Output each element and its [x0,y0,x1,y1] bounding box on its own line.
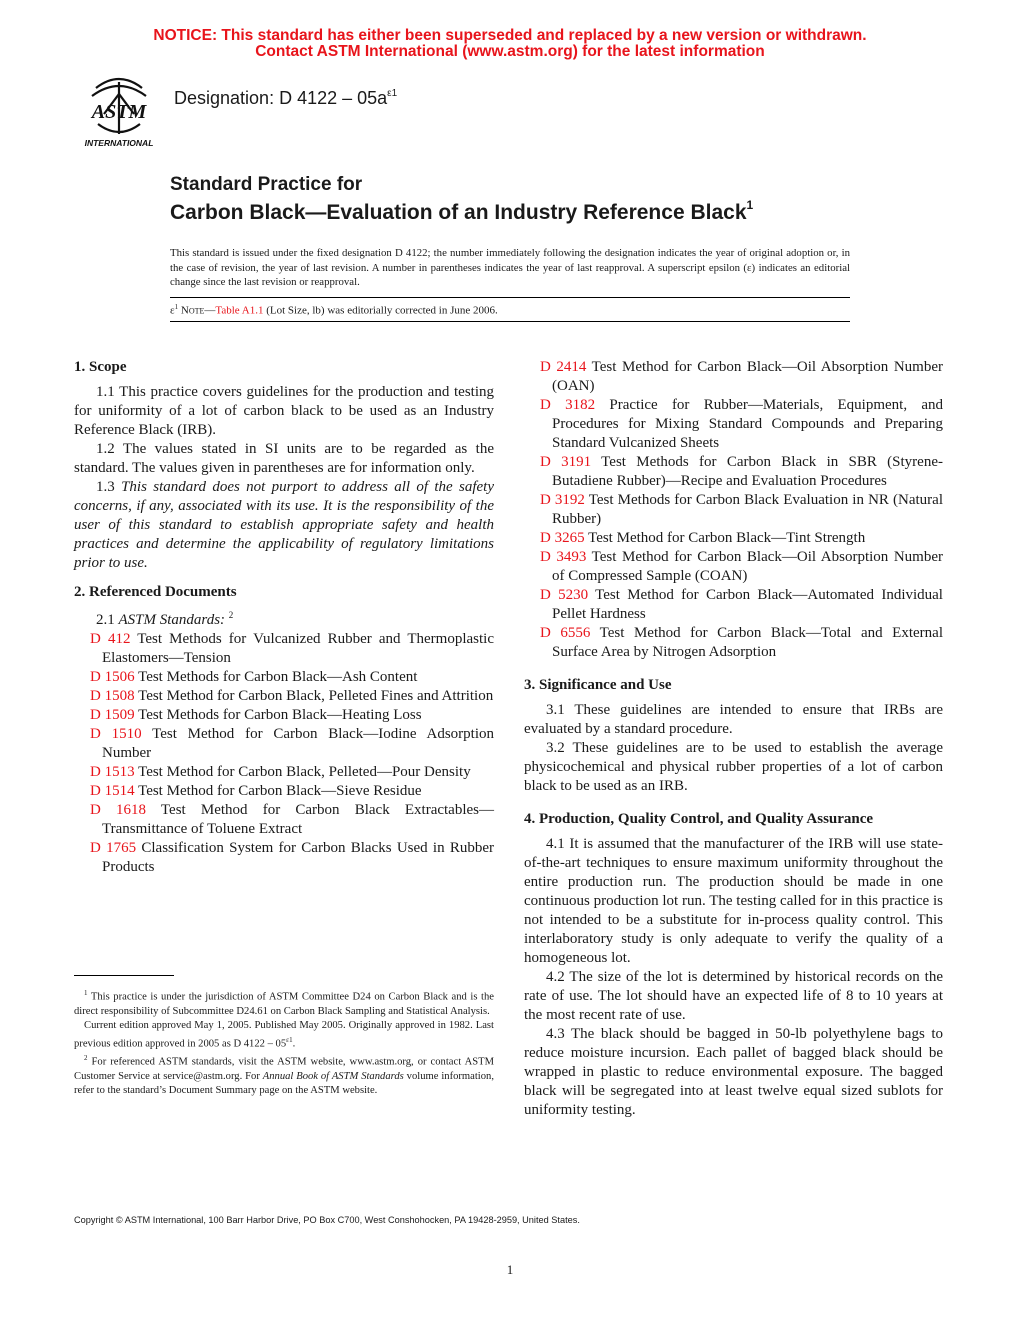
svg-text:ASTM: ASTM [91,101,147,123]
ref-item[interactable]: D 1513 Test Method for Carbon Black, Pelleted—Pour Density [90,764,471,780]
footnote-1b: Current edition approved May 1, 2005. Published May 2005. Originally approved in 1982. Last previous edition approved in 2005 as D $4122 - 05^{\varepsilon 1}$. [74,1019,494,1050]
footnote-2: $^2$ For referenced ASTM standards, visit the ASTM website, www.astm.org, or contact ASTM Customer Service at service@astm.org. For Annual Book of ASTM Standards volume information, refer to the standard’s Document Summary page on the ASTM website. [74,1054,494,1096]
significance-3-1: 3.1 These guidelines are intended to ensure that IRBs are evaluated by a standard procedure. [524,702,943,737]
ref-item[interactable]: D 1618 Test Method for Carbon Black Extractables—Transmittance of Toluene Extract [90,802,494,837]
ref-item[interactable]: D 1506 Test Methods for Carbon Black—Ash Content [90,669,418,685]
production-4-1: 4.1 It is assumed that the manufacturer of the IRB will use state-of-the-art techniques to ensure maximum uniformity throughout the entire production run. The production should be made in one continuous production lot run. The testing called for in this practice is not intended to be a substitute for in-process quality control. This interlaboratory study is only adequate to verify the quality of a homogeneous lot. [524,836,943,966]
scope-heading: 1. Scope [74,359,127,375]
ref-item[interactable]: D 1509 Test Methods for Carbon Black—Heating Loss [90,707,422,723]
ref-item[interactable]: D 1765 Classification System for Carbon Blacks Used in Rubber Products [90,840,494,875]
divider-bottom [170,321,850,322]
astm-standards-label: 2.1 ASTM Standards: $^2$ [96,610,234,628]
designation: Designation: D $4122 - 05a^{\varepsilon 1}$ [174,88,398,108]
left-column [74,358,494,877]
notice-line-1: NOTICE: This standard has either been superseded and replaced by a new version or withdrawn. [153,27,867,44]
ref-item[interactable]: D 412 Test Methods for Vulcanized Rubber and Thermoplastic Elastomers—Tension [90,631,494,666]
editorial-note: $\varepsilon^1$ Note—Table A1.1 (Lot Size, lb) was editorially corrected in June 2006. [170,303,498,317]
ref-item[interactable]: D 5230 Test Method for Carbon Black—Automated Individual Pellet Hardness [540,587,943,622]
production-4-3: 4.3 The black should be bagged in 50-lb polyethylene bags to reduce moisture incursion. Each pallet of bagged black should be wrapped in plastic to reduce environmental exposure. The bagged black will be segregated into at least twelve equal sized sublots for uniformity testing. [524,1026,943,1118]
significance-3-2: 3.2 These guidelines are to be used to establish the average physicochemical and physical rubber properties of a lot of carbon black to be used as an IRB. [524,740,943,794]
copyright: Copyright © ASTM International, 100 Barr Harbor Drive, PO Box C700, West Conshohocken, PA 19428-2959, United States. [74,1215,580,1225]
ref-item[interactable]: D 1508 Test Method for Carbon Black, Pelleted Fines and Attrition [90,688,494,704]
production-4-2: 4.2 The size of the lot is determined by historical records on the rate of use. The lot should have an expected life of 8 to 10 years at the most recent rate of use. [524,969,943,1023]
footnotes [74,986,494,1098]
ref-item[interactable]: D 6556 Test Method for Carbon Black—Total and External Surface Area by Nitrogen Adsorption [540,625,943,660]
referenced-heading: 2. Referenced Documents [74,584,237,600]
ref-item[interactable]: D 3192 Test Methods for Carbon Black Evaluation in NR (Natural Rubber) [540,492,943,527]
page-number: 1 [506,1262,514,1277]
issuance-note: This standard is issued under the fixed designation D 4122; the number immediately following the designation indicates the year of original adoption or, in the case of revision, the year of last revision. A number in parentheses indicates the year of last reapproval. A superscript epsilon (ε) indicates an editorial change since the last revision or reapproval. [170,247,850,288]
ref-item[interactable]: D 3493 Test Method for Carbon Black—Oil Absorption Number of Compressed Sample (COAN) [540,549,943,584]
footnote-1: $^1$ This practice is under the jurisdiction of ASTM Committee D24 on Carbon Black and is the direct responsibility of Subcommittee D24.61 on Carbon Black Sampling and Statistical Analysis. [74,989,494,1017]
scope-1-3: 1.3 This standard does not purport to address all of the safety concerns, if any, associated with its use. It is the responsibility of the user of this standard to establish appropriate safety and health practices and determine the applicability of regulatory limitations prior to use. [74,479,495,571]
title-line-2: Carbon Black—Evaluation of an Industry Reference Black$^1$ [170,198,754,224]
ref-item[interactable]: D 3182 Practice for Rubber—Materials, Equipment, and Procedures for Mixing Standard Compounds and Preparing Standard Vulcanized Sheets [540,397,944,451]
production-heading: 4. Production, Quality Control, and Quality Assurance [524,811,874,827]
significance-heading: 3. Significance and Use [524,677,672,693]
notice-line-2: Contact ASTM International (www.astm.org) for the latest information [255,43,765,60]
ref-item[interactable]: D 2414 Test Method for Carbon Black—Oil Absorption Number (OAN) [540,359,943,394]
astm-logo [74,74,164,152]
scope-1-1: 1.1 This practice covers guidelines for the production and testing for uniformity of a lot of carbon black to be used as an Industry Reference Black (IRB). [74,384,494,438]
ref-item[interactable]: D 3191 Test Methods for Carbon Black in SBR (Styrene-Butadiene Rubber)—Recipe and Evaluation Procedures [540,454,943,489]
ref-item[interactable]: D 3265 Test Method for Carbon Black—Tint Strength [540,530,866,546]
title-line-1: Standard Practice for [170,174,363,195]
footnote-divider [74,975,174,976]
svg-text:INTERNATIONAL: INTERNATIONAL [84,138,154,148]
ref-item[interactable]: D 1510 Test Method for Carbon Black—Iodine Adsorption Number [90,726,494,761]
right-column [524,358,943,1120]
divider-top [170,297,850,298]
table-a1-1-link[interactable]: Table A1.1 [215,304,264,317]
ref-item[interactable]: D 1514 Test Method for Carbon Black—Sieve Residue [90,783,422,799]
scope-1-2: 1.2 The values stated in SI units are to be regarded as the standard. The values given in parentheses are for information only. [74,441,494,476]
